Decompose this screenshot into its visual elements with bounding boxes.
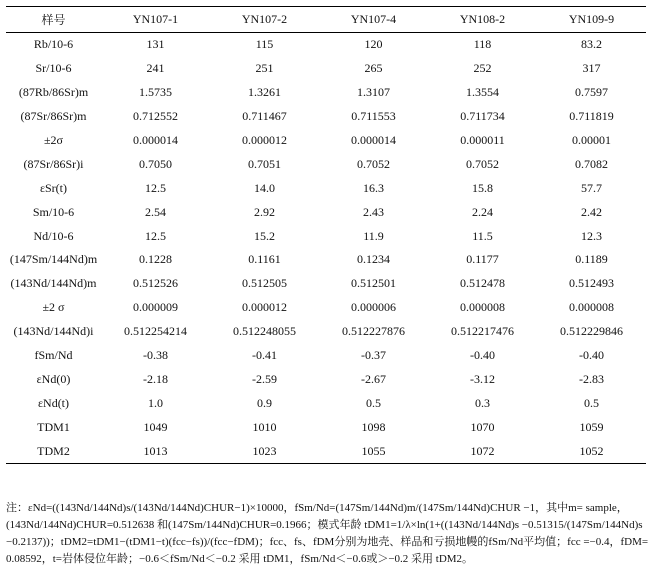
table-cell: 1052 (579, 443, 604, 458)
table-cell: 0.711553 (351, 109, 396, 124)
table-cell: 0.000008 (460, 300, 505, 315)
table-cell: 1.5735 (139, 85, 172, 100)
table-cell: 2.42 (581, 204, 602, 219)
header-yn108-2: YN108-2 (459, 12, 506, 26)
table-cell: 0.512505 (242, 276, 287, 291)
table-cell: 0.711819 (569, 109, 614, 124)
table-cell: 0.000011 (460, 133, 505, 147)
table-row (6, 33, 646, 57)
table-cell: 0.1177 (466, 252, 499, 267)
table-cell: 0.000006 (351, 300, 396, 315)
table-row (6, 81, 646, 105)
row-label: εNd(t) (37, 395, 70, 410)
table-row (6, 272, 646, 296)
table-row (6, 391, 646, 415)
table-cell: 0.000008 (569, 300, 614, 315)
table-cell: 2.43 (363, 204, 384, 219)
table-cell: 0.711467 (242, 109, 287, 124)
note-line-2: (143Nd/144Nd)CHUR=0.512638 和(147Sm/144Nd)CHUR=0.1966；模式年龄 tDM1=1/λ×ln(1+((143Nd/144Nd)s −0.51315/(147Sm/144Nd)s (6, 519, 643, 531)
table-cell: 1059 (579, 419, 604, 434)
row-label: Rb/10-6 (33, 37, 74, 52)
table-cell: 0.512248055 (233, 324, 296, 339)
table-row (6, 224, 646, 248)
table-cell: 0.512493 (569, 276, 614, 291)
table-cell: 241 (146, 61, 165, 76)
table-cell: 0.1161 (248, 252, 281, 267)
row-label: fSm/Nd (34, 348, 73, 363)
table-cell: 0.512501 (351, 276, 396, 291)
table-cell: -2.83 (579, 371, 604, 386)
table-cell: 1098 (361, 419, 386, 434)
table-cell: -0.37 (361, 348, 386, 363)
table-cell: 118 (473, 37, 492, 52)
table-cell: 2.54 (145, 204, 166, 219)
table-cell: 12.5 (145, 180, 166, 195)
table-cell: 0.9 (257, 395, 272, 410)
table-cell: 1049 (143, 419, 168, 434)
table-cell: 0.512478 (460, 276, 505, 291)
table-cell: 57.7 (581, 180, 602, 195)
row-label: Sr/10-6 (35, 61, 72, 76)
table-cell: 0.000012 (242, 300, 287, 315)
table-cell: 0.512254214 (124, 324, 187, 339)
table-cell: 1055 (361, 443, 386, 458)
table-cell: -0.40 (470, 348, 495, 363)
table-row (6, 415, 646, 439)
table-cell: 1.3554 (466, 85, 499, 100)
row-label: (87Sr/86Sr)m (20, 109, 87, 124)
table-cell: 12.3 (581, 228, 602, 243)
table-cell: 0.000014 (133, 133, 178, 147)
table-cell: 0.711734 (460, 109, 505, 124)
note-line-1: 注：εNd=((143Nd/144Nd)s/(143Nd/144Nd)CHUR−1)×10000，fSm/Nd=(147Sm/144Nd)m/(147Sm/144Nd)CHUR −1，其中m= sample， (6, 502, 628, 514)
table-cell: 1072 (470, 443, 495, 458)
row-label: (147Sm/144Nd)m (9, 252, 98, 267)
row-label: Nd/10-6 (33, 228, 74, 243)
table-row (6, 296, 646, 320)
header-row (6, 7, 646, 32)
header-yn107-2: YN107-2 (241, 12, 288, 26)
table-row (6, 105, 646, 129)
row-label: εNd(0) (36, 371, 71, 386)
row-label: ±2 σ (42, 300, 65, 315)
header-yn109-9: YN109-9 (568, 12, 615, 26)
header-yn107-4: YN107-4 (350, 12, 397, 26)
table-cell: 0.000014 (351, 133, 396, 147)
header-sample: 样号 (41, 13, 66, 27)
table-cell: -3.12 (470, 371, 495, 386)
table-cell: 0.1189 (575, 252, 608, 267)
table-cell: 0.512227876 (342, 324, 405, 339)
row-label: TDM1 (37, 419, 70, 434)
table-cell: 16.3 (363, 180, 384, 195)
table-cell: 317 (582, 61, 601, 76)
table-cell: -2.67 (361, 371, 386, 386)
table-cell: 0.512526 (133, 276, 178, 291)
table-cell: 0.7052 (466, 156, 499, 171)
table-cell: -0.38 (143, 348, 168, 363)
table-cell: 265 (364, 61, 383, 76)
table-cell: 11.5 (472, 228, 493, 243)
table-cell: 2.92 (254, 204, 275, 219)
row-label: ±2σ (43, 133, 64, 147)
row-label: TDM2 (37, 443, 70, 458)
table-row (6, 439, 646, 463)
table-cell: 1013 (143, 443, 168, 458)
table-cell: 0.1228 (139, 252, 172, 267)
header-yn107-1: YN107-1 (132, 12, 179, 26)
table-cell: 0.5 (584, 395, 599, 410)
table-row (6, 176, 646, 200)
table-cell: 1070 (470, 419, 495, 434)
row-label: (87Rb/86Sr)m (18, 85, 89, 100)
table-cell: 14.0 (254, 180, 275, 195)
row-label: (143Nd/144Nd)i (13, 324, 94, 339)
table-row (6, 344, 646, 368)
table-cell: 0.512229846 (560, 324, 623, 339)
table-cell: 1023 (252, 443, 277, 458)
table-row (6, 248, 646, 272)
table-row (6, 152, 646, 176)
note-line-4: 0.08592，t=岩体侵位年龄；−0.6＜fSm/Nd＜−0.2 采用 tDM1，fSm/Nd＜−0.6或＞−0.2 采用 tDM2。 (6, 553, 474, 565)
table-cell: 131 (146, 37, 165, 52)
table-row (6, 200, 646, 224)
row-label: Sm/10-6 (32, 204, 75, 219)
table-cell: 15.2 (254, 228, 275, 243)
table-row (6, 367, 646, 391)
table-cell: 1.3107 (357, 85, 390, 100)
table-cell: 1010 (252, 419, 277, 434)
table-cell: 0.512217476 (451, 324, 514, 339)
table-cell: 0.7052 (357, 156, 390, 171)
table-cell: 12.5 (145, 228, 166, 243)
table-cell: 0.7597 (575, 85, 608, 100)
isotope-table (6, 6, 646, 464)
table-cell: 1.3261 (248, 85, 281, 100)
table-row (6, 57, 646, 81)
table-note (6, 500, 648, 568)
table-cell: 0.000012 (242, 133, 287, 147)
row-label: εSr(t) (39, 180, 68, 195)
row-label: (143Nd/144Nd)m (10, 276, 97, 291)
table-cell: 83.2 (581, 37, 602, 52)
table-cell: 15.8 (472, 180, 493, 195)
table-cell: -2.18 (143, 371, 168, 386)
table-cell: 0.7050 (139, 156, 172, 171)
table-cell: 0.00001 (572, 133, 611, 147)
table-cell: -2.59 (252, 371, 277, 386)
table-cell: 120 (364, 37, 383, 52)
row-label: (87Sr/86Sr)i (23, 156, 84, 171)
table-cell: 0.000009 (133, 300, 178, 315)
table-cell: -0.40 (579, 348, 604, 363)
table-cell: 0.7051 (248, 156, 281, 171)
table-cell: 2.24 (472, 204, 493, 219)
table-cell: 252 (473, 61, 492, 76)
table-cell: 251 (255, 61, 274, 76)
table-cell: 0.3 (475, 395, 490, 410)
table-cell: 0.5 (366, 395, 381, 410)
bottom-rule (6, 463, 646, 464)
table-cell: 115 (255, 37, 274, 52)
table-cell: 0.712552 (133, 109, 178, 124)
table-row (6, 320, 646, 344)
table-cell: 1.0 (148, 395, 163, 410)
table-row (6, 129, 646, 153)
note-line-3: −0.2137))；tDM2=tDM1−(tDM1−t)(fcc−fs))/(fcc−fDM)；fcc、fs、fDM分别为地壳、样品和亏损地幔的fSm/Nd平均值；fcc =−0.4，fDM= (6, 536, 649, 548)
table-cell: -0.41 (252, 348, 277, 363)
table-cell: 0.7082 (575, 156, 608, 171)
table-cell: 0.1234 (357, 252, 390, 267)
table-cell: 11.9 (363, 228, 384, 243)
